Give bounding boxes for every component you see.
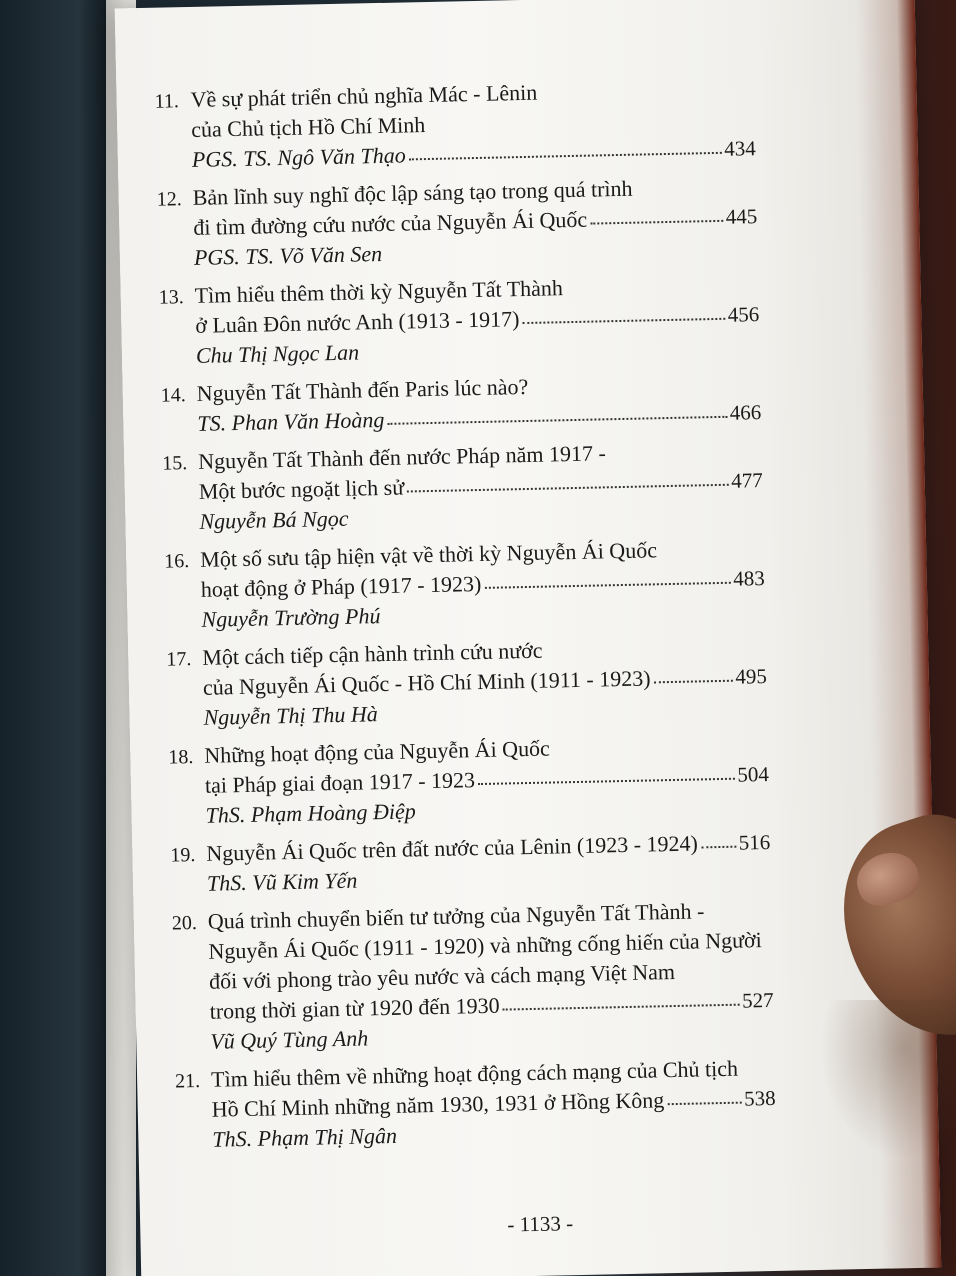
toc-author: TS. Phan Văn Hoàng — [197, 406, 385, 436]
toc-indent — [166, 627, 202, 628]
toc-author: ThS. Phạm Thị Ngân — [212, 1122, 398, 1152]
hand-shadow — [820, 1000, 956, 1160]
toc-indent — [174, 1049, 210, 1050]
toc-title: Tìm hiểu thêm thời kỳ Nguyễn Tất Thành — [194, 275, 564, 308]
toc-leader-dots — [653, 662, 732, 684]
toc-number: 17. — [166, 648, 192, 671]
toc-indent — [168, 725, 204, 726]
toc-title: Nguyễn Ái Quốc (1911 - 1920) và những cống hiến của Người — [208, 927, 762, 964]
toc-number: 19. — [170, 844, 196, 867]
book-cover — [0, 0, 112, 1276]
toc-leader-dots — [522, 300, 725, 324]
toc-entry — [166, 631, 768, 734]
toc-indent — [176, 1117, 212, 1118]
toc-author: Chu Thị Ngọc Lan — [195, 339, 360, 368]
toc-title: Bản lĩnh suy nghĩ độc lập sáng tạo trong quá trình — [192, 175, 633, 210]
toc-page-number: 477 — [730, 468, 763, 493]
toc-title: Nguyễn Tất Thành đến nước Pháp năm 1917 - — [197, 440, 607, 474]
toc-page-number: 483 — [733, 566, 766, 591]
toc-entry — [168, 729, 770, 832]
toc-entry — [170, 827, 771, 900]
toc-title: Một số sưu tập hiện vật về thời kỳ Nguyễn Ái Quốc — [199, 537, 658, 572]
toc-number: 14. — [160, 384, 187, 407]
toc-title: Về sự phát triển chủ nghĩa Mác - Lênin — [190, 79, 538, 112]
book-page — [115, 0, 942, 1276]
toc-title: hoạt động ở Pháp (1917 - 1923) — [200, 570, 482, 602]
toc-title: của Nguyễn Ái Quốc - Hồ Chí Minh (1911 - 1923) — [202, 665, 651, 700]
toc-page-number: 516 — [738, 829, 771, 855]
toc-author: PGS. TS. Ngô Văn Thạo — [191, 142, 406, 172]
toc-author: ThS. Phạm Hoàng Điệp — [205, 798, 417, 828]
toc-leader-dots — [590, 202, 723, 225]
toc-indent — [174, 1019, 210, 1020]
toc-leader-dots — [484, 564, 730, 589]
toc-entry — [158, 269, 760, 372]
toc-indent — [163, 499, 199, 500]
toc-author: Nguyễn Bá Ngọc — [199, 505, 349, 534]
toc-entry — [172, 895, 775, 1058]
toc-indent — [173, 989, 209, 990]
toc-title: Nguyễn Tất Thành đến Paris lúc nào? — [196, 373, 529, 406]
toc-indent — [165, 597, 201, 598]
toc-number: 12. — [156, 188, 182, 211]
toc-author: Vũ Quý Tùng Anh — [210, 1025, 369, 1054]
toc-indent — [167, 695, 203, 696]
toc-title: đối với phong trào yêu nước và cách mạng Việt Nam — [208, 958, 676, 994]
toc-author: ThS. Vũ Kim Yến — [206, 867, 358, 896]
toc-title: tại Pháp giai đoạn 1917 - 1923 — [204, 767, 476, 798]
thumbnail-nail — [850, 845, 924, 912]
toc-leader-dots — [701, 828, 736, 849]
toc-indent — [171, 891, 207, 892]
toc-entry — [160, 367, 761, 440]
toc-entry — [164, 533, 766, 636]
table-of-contents — [154, 73, 776, 1163]
toc-page-number: 466 — [729, 400, 762, 425]
toc-indent — [164, 529, 200, 530]
toc-indent — [162, 431, 198, 432]
toc-title: ở Luân Đôn nước Anh (1913 - 1917) — [195, 306, 520, 338]
toc-author: PGS. TS. Võ Văn Sen — [193, 240, 383, 270]
toc-page-number: 495 — [735, 664, 768, 689]
toc-indent — [156, 167, 192, 168]
toc-page-number: 538 — [743, 1085, 776, 1111]
toc-title: Một cách tiếp cận hành trình cứu nước — [202, 637, 543, 670]
toc-number: 21. — [174, 1069, 201, 1093]
toc-number: 18. — [168, 746, 194, 769]
toc-number: 16. — [164, 550, 190, 573]
toc-page-number: 504 — [737, 761, 770, 787]
toc-leader-dots — [478, 760, 735, 785]
toc-leader-dots — [667, 1084, 741, 1106]
toc-indent — [177, 1147, 213, 1148]
toc-number: 20. — [171, 911, 198, 935]
toc-indent — [170, 823, 206, 824]
toc-entry — [162, 435, 764, 538]
toc-indent — [157, 235, 193, 236]
toc-indent — [160, 333, 196, 334]
toc-entry — [154, 73, 756, 176]
toc-page-number: 445 — [725, 204, 758, 229]
toc-page-number: 456 — [727, 302, 760, 327]
toc-author: Nguyễn Trường Phú — [201, 603, 381, 632]
toc-entry — [156, 171, 758, 274]
toc-title: Nguyễn Ái Quốc trên đất nước của Lênin (1923 - 1924) — [206, 830, 699, 866]
toc-indent — [160, 363, 196, 364]
toc-author: Nguyễn Thị Thu Hà — [203, 701, 378, 730]
toc-title: Những hoạt động của Nguyễn Ái Quốc — [204, 735, 551, 768]
toc-title: Một bước ngoặt lịch sử — [198, 474, 405, 504]
toc-entry — [175, 1053, 777, 1156]
toc-title: Hồ Chí Minh những năm 1930, 1931 ở Hồng Kông — [211, 1087, 665, 1122]
toc-title: trong thời gian từ 1920 đến 1930 — [209, 992, 500, 1024]
toc-title: đi tìm đường cứu nước của Nguyễn Ái Quốc — [193, 206, 588, 240]
toc-title: Tìm hiểu thêm về những hoạt động cách mạng của Chủ tịch — [210, 1055, 739, 1092]
toc-title: Quá trình chuyển biến tư tưởng của Nguyễn Tất Thành - — [207, 898, 705, 934]
toc-page-number: 434 — [724, 136, 757, 161]
toc-title: của Chủ tịch Hồ Chí Minh — [190, 112, 426, 142]
page-number: - 1133 - — [507, 1211, 574, 1237]
toc-indent — [169, 793, 205, 794]
toc-indent — [155, 137, 191, 138]
toc-indent — [173, 959, 209, 960]
toc-number: 13. — [158, 286, 184, 309]
toc-indent — [158, 265, 194, 266]
toc-page-number: 527 — [741, 987, 774, 1013]
toc-leader-dots — [502, 986, 739, 1011]
toc-number: 11. — [154, 90, 180, 113]
toc-number: 15. — [161, 452, 188, 475]
